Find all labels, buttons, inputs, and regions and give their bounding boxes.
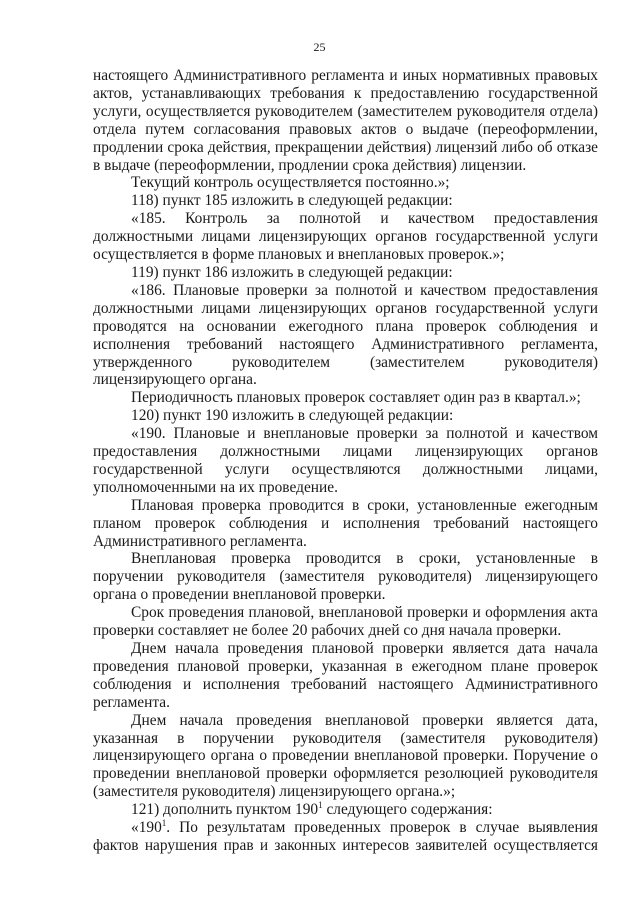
paragraph: Срок проведения плановой, внеплановой проверки и оформления акта проверки составляет не более 20 рабочих дней со дня начала проверки. bbox=[93, 604, 598, 640]
document-body bbox=[93, 67, 598, 855]
paragraph: Днем начала проведения внеплановой проверки является дата, указанная в поручении руководителя (заместителя руководителя) лицензирующего органа о проведении внеплановой проверки. Поручение о проведении внеплановой проверки оформляется резолюцией руководителя (заместителя руководителя) лицензирующего органа.»; bbox=[93, 711, 598, 801]
paragraph-121-text: 121) дополнить пунктом 190 bbox=[131, 801, 319, 819]
paragraph-190-1-text-end: . По результатам проведенных проверок в случае выявления фактов нарушения прав и законных интересов заявителей осуществляется bbox=[93, 819, 598, 854]
paragraph: 120) пункт 190 изложить в следующей редакции: bbox=[131, 407, 454, 425]
paragraph: настоящего Административного регламента и иных нормативных правовых актов, устанавливающих требования к предоставлению государственной услуги, осуществляется руководителем (заместителем руководителя отдела) отдела путем согласования правовых актов о выдаче (переоформлении, продлении срока действия, прекращении действия) лицензий либо об отказе в выдаче (переоформлении, продлении срока действия) лицензии. bbox=[93, 67, 598, 174]
paragraph: Днем начала проведения плановой проверки является дата начала проведения плановой проверки, указанная в ежегодном плане проверок соблюдения и исполнения требований настоящего Административного регламента. bbox=[93, 640, 598, 711]
paragraph-121-text-end: следующего содержания: bbox=[322, 801, 493, 819]
paragraph-190-1 bbox=[93, 819, 598, 855]
superscript: 1 bbox=[161, 818, 167, 829]
paragraph: 119) пункт 186 изложить в следующей редакции: bbox=[131, 263, 453, 281]
paragraph: Периодичность плановых проверок составляет один раз в квартал.»; bbox=[131, 389, 581, 407]
paragraph: «185. Контроль за полнотой и качеством предоставления должностными лицами лицензирующих органов государственной услуги осуществляется в форме плановых и внеплановых проверок.»; bbox=[93, 210, 598, 264]
paragraph: «190. Плановые и внеплановые проверки за полнотой и качеством предоставления должностными лицами лицензирующих органов государственной услуги осуществляются должностными лицами, уполномоченными на их проведение. bbox=[93, 425, 598, 496]
paragraph: Плановая проверка проводится в сроки, установленные ежегодным планом проверок соблюдения и исполнения требований настоящего Административного регламента. bbox=[93, 496, 598, 550]
paragraph-190-1-text: «190 bbox=[131, 819, 162, 837]
paragraph: Текущий контроль осуществляется постоянно.»; bbox=[131, 174, 450, 192]
paragraph: «186. Плановые проверки за полнотой и качеством предоставления должностными лицами лицензирующих органов государственной услуги проводятся на основании ежегодного плана проверок соблюдения и исполнения требований настоящего Административного регламента, утвержденного руководителем (заместителем руководителя) лицензирующего органа. bbox=[93, 281, 598, 389]
superscript: 1 bbox=[318, 800, 323, 811]
paragraph: Внеплановая проверка проводится в сроки, установленные в поручении руководителя (заместителя руководителя) лицензирующего органа о проведении внеплановой проверки. bbox=[93, 550, 598, 604]
paragraph-121 bbox=[93, 801, 598, 819]
paragraph: 118) пункт 185 изложить в следующей редакции: bbox=[131, 192, 453, 210]
page-number: 25 bbox=[313, 40, 326, 54]
